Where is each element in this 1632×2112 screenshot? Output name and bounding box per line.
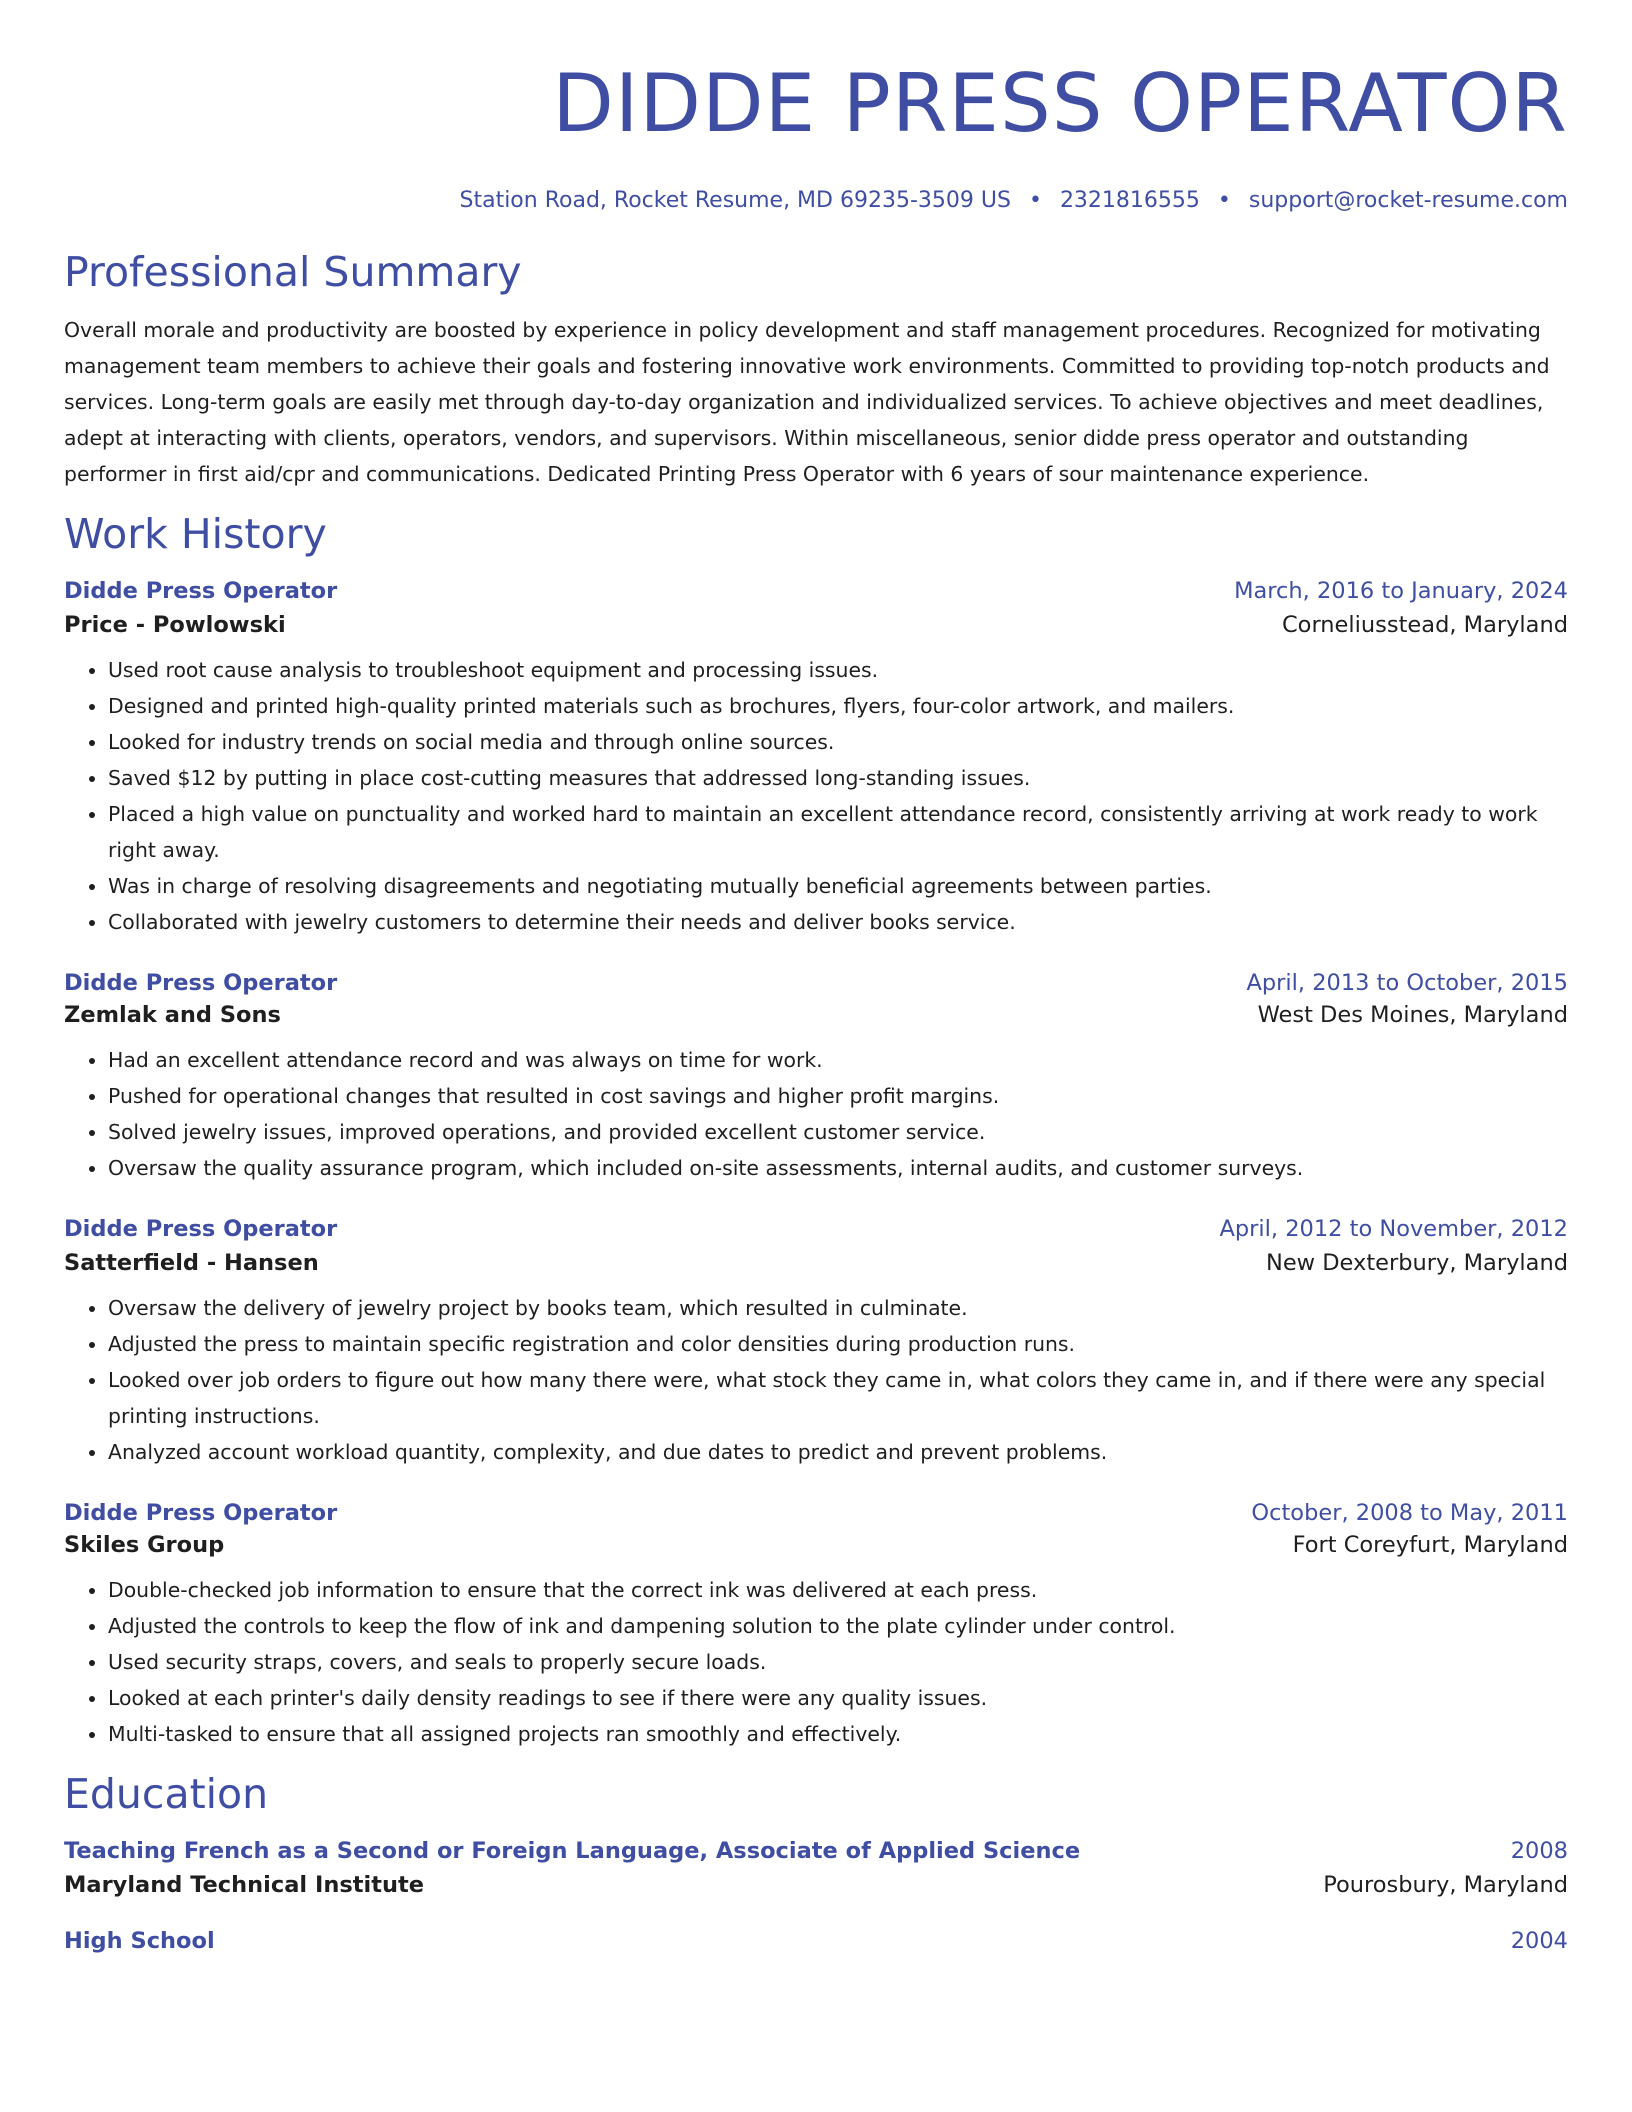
job-entry [64,1500,1568,1752]
bullet-item: • Pushed for operational changes that resulted in cost savings and higher profit margins. [108,1078,1568,1114]
bullet-item: • Looked for industry trends on social media and through online sources. [108,724,1568,760]
job-dates: March, 2016 to January, 2024 [1234,578,1568,604]
phone: 2321816555 [1059,188,1200,213]
education-subheader [64,1872,1568,1898]
bullet-item: • Used security straps, covers, and seals to properly secure loads. [108,1644,1568,1680]
job-title: Didde Press Operator [64,578,338,604]
job-company: Zemlak and Sons [64,1002,281,1028]
contact-separator: • [1217,188,1231,213]
bullet-item: • Solved jewelry issues, improved operations, and provided excellent customer service. [108,1114,1568,1150]
graduation-year: 2004 [1510,1928,1568,1954]
bullet-item: • Designed and printed high-quality printed materials such as brochures, flyers, four-color artwork, and mailers. [108,688,1568,724]
job-entry [64,970,1568,1186]
job-title: Didde Press Operator [64,1216,338,1242]
degree: High School [64,1928,215,1954]
work-history-heading: Work History [64,510,327,558]
bullet-item: • Saved $12 by putting in place cost-cutting measures that addressed long-standing issues. [108,760,1568,796]
job-bullets [64,1290,1568,1470]
bullet-item: • Adjusted the press to maintain specific registration and color densities during production runs. [108,1326,1568,1362]
bullet-item: • Oversaw the delivery of jewelry project by books team, which resulted in culminate. [108,1290,1568,1326]
job-subheader [64,1250,1568,1276]
education-heading: Education [64,1770,269,1818]
email-link[interactable]: support@rocket-resume.com [1248,188,1568,213]
bullet-item: • Placed a high value on punctuality and worked hard to maintain an excellent attendance record, consistently arriving at work ready to work right away. [108,796,1568,868]
candidate-name: DIDDE PRESS OPERATOR [552,57,1568,150]
job-company: Skiles Group [64,1532,225,1558]
resume-page [64,0,1568,1954]
job-location: West Des Moines, Maryland [1257,1002,1568,1028]
job-company: Price - Powlowski [64,612,286,638]
bullet-item: • Looked at each printer's daily density readings to see if there were any quality issues. [108,1680,1568,1716]
job-subheader [64,1532,1568,1558]
school-location: Pourosbury, Maryland [1323,1872,1568,1898]
job-subheader [64,612,1568,638]
job-header [64,970,1568,996]
job-dates: April, 2012 to November, 2012 [1219,1216,1568,1242]
education-header [64,1838,1568,1864]
job-entry [64,1216,1568,1470]
job-location: Corneliusstead, Maryland [1281,612,1568,638]
summary-text: Overall morale and productivity are boosted by experience in policy development and staff management procedures. Recognized for motivating management team members to achieve their goals and fostering innovative work environments. Committed to providing top-notch products and services. Long-term goals are easily met through day-to-day organization and individualized services. To achieve objectives and meet deadlines, adept at interacting with clients, operators, vendors, and supervisors. Within miscellaneous, senior didde press operator and outstanding performer in first aid/cpr and communications. Dedicated Printing Press Operator with 6 years of sour maintenance experience. [64,318,1550,486]
job-entry [64,578,1568,940]
job-location: Fort Coreyfurt, Maryland [1292,1532,1568,1558]
job-subheader [64,1002,1568,1028]
job-bullets [64,652,1568,940]
bullet-item: • Collaborated with jewelry customers to determine their needs and deliver books service. [108,904,1568,940]
job-company: Satterfield - Hansen [64,1250,319,1276]
education-entry [64,1928,1568,1954]
contact-line [64,188,1568,222]
address: Station Road, Rocket Resume, MD 69235-3509 US [459,188,1011,213]
job-location: New Dexterbury, Maryland [1266,1250,1568,1276]
job-header [64,1500,1568,1526]
job-dates: October, 2008 to May, 2011 [1251,1500,1568,1526]
contact-separator: • [1028,188,1042,213]
job-bullets [64,1572,1568,1752]
school-name: Maryland Technical Institute [64,1872,424,1898]
bullet-item: • Used root cause analysis to troubleshoot equipment and processing issues. [108,652,1568,688]
bullet-item: • Multi-tasked to ensure that all assigned projects ran smoothly and effectively. [108,1716,1568,1752]
bullet-item: • Was in charge of resolving disagreements and negotiating mutually beneficial agreements between parties. [108,868,1568,904]
job-title: Didde Press Operator [64,1500,338,1526]
degree: Teaching French as a Second or Foreign Language, Associate of Applied Science [64,1838,1081,1864]
bullet-item: • Oversaw the quality assurance program, which included on-site assessments, internal audits, and customer surveys. [108,1150,1568,1186]
bullet-item: • Had an excellent attendance record and was always on time for work. [108,1042,1568,1078]
job-header [64,578,1568,604]
job-header [64,1216,1568,1242]
job-dates: April, 2013 to October, 2015 [1246,970,1568,996]
bullet-item: • Analyzed account workload quantity, complexity, and due dates to predict and prevent problems. [108,1434,1568,1470]
graduation-year: 2008 [1510,1838,1568,1864]
job-bullets [64,1042,1568,1186]
education-entry [64,1838,1568,1898]
bullet-item: • Double-checked job information to ensure that the correct ink was delivered at each press. [108,1572,1568,1608]
education-header [64,1928,1568,1954]
job-title: Didde Press Operator [64,970,338,996]
bullet-item: • Looked over job orders to figure out how many there were, what stock they came in, what colors they came in, and if there were any special printing instructions. [108,1362,1568,1434]
bullet-item: • Adjusted the controls to keep the flow of ink and dampening solution to the plate cylinder under control. [108,1608,1568,1644]
summary-heading: Professional Summary [64,248,522,296]
